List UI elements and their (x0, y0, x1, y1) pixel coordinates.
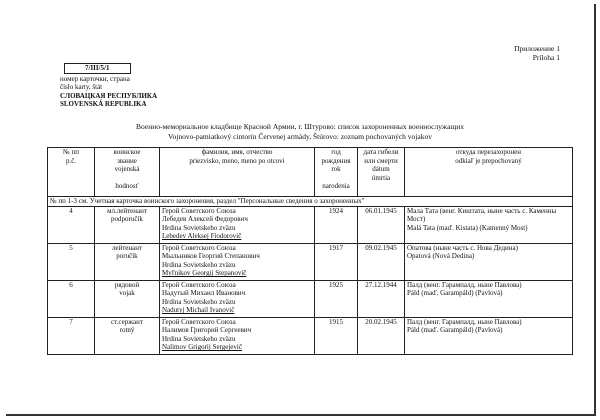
row-rank: лейтенант poručík (95, 243, 160, 280)
card-caption-sk: číslo karty, štát (60, 83, 103, 91)
row-died: 20.02.1945 (358, 317, 405, 354)
col-died: дата гибели или смерти dátum úmrtia (358, 148, 405, 197)
row-rank: ст.сержант rotný (95, 317, 160, 354)
col-rank: воинское звание vojenská hodnosť (95, 148, 160, 197)
appendix-ru: Приложение 1 (514, 44, 560, 53)
row-died: 27.12.1944 (358, 280, 405, 317)
row-name: Герой Советского Союза Лебедев Алексей Федорович Hrdina Sovietskeho zväzu Lebedev Aleksej Fiodorovič (160, 206, 315, 243)
table-row (48, 317, 573, 354)
title-sk: Vojnovo-pamiatkový cintorín Červenej armády, Štúrovo: zoznam pochovaných vojakov (168, 131, 432, 141)
table-header-row (48, 148, 573, 197)
span-note-row (48, 197, 573, 207)
col-born: год рождения rok narodenia (315, 148, 358, 197)
row-name: Герой Советского Союза Надутый Михаил Иванович Hrdina Sovietskeho zväzu Nadutyj Michail Ivanovič (160, 280, 315, 317)
appendix-label (514, 44, 560, 62)
card-number: 7/III/5/1 (64, 63, 131, 74)
row-born: 1915 (315, 317, 358, 354)
row-died: 09.02.1945 (358, 243, 405, 280)
card-caption-ru: номер карточки, страна (60, 74, 130, 83)
row-origin: Опатова (ныне часть с. Нова Дедина) Opatová (Nová Dedina) (405, 243, 573, 280)
row-name: Герой Советского Союза Налимов Григорий Сергеевич Hrdina Sovietskeho zväzu Nalimov Grigorij Sergejevič (160, 317, 315, 354)
row-rank: мл.лейтенант podporučík (95, 206, 160, 243)
row-origin: Палд (венг. Гарампалд, ныне Павлова) Páld (maď. Garampáld) (Pavlová) (405, 317, 573, 354)
country-ru: СЛОВАЦКАЯ РЕСПУБЛИКА (60, 91, 158, 100)
row-name: Герой Советского Союза Мыльников Георгий Степанович Hrdina Sovietskeho zväzu Myľnikov Georgij Stepanovič (160, 243, 315, 280)
row-rank: рядовой vojak (95, 280, 160, 317)
row-died: 06.01.1945 (358, 206, 405, 243)
row-number: 6 (48, 280, 95, 317)
row-origin: Мала Тата (венг. Киштата, ныне часть с. Каменны Мост) Malá Tata (maď. Kistata) (Kamenný Most) (405, 206, 573, 243)
row-number: 5 (48, 243, 95, 280)
appendix-sk: Príloha 1 (532, 53, 560, 62)
row-number: 4 (48, 206, 95, 243)
table-row (48, 206, 573, 243)
card-header (60, 63, 157, 109)
row-born: 1924 (315, 206, 358, 243)
table-row (48, 280, 573, 317)
span-note: № пп 1-3 см. Учетная карточка воинского захоронения, раздел "Персональные сведения о захороненных" (48, 197, 573, 207)
row-number: 7 (48, 317, 95, 354)
col-origin: откуда перезахоронен odkiaľ je prepochovaný (405, 148, 573, 197)
title-ru: Военно-мемориальное кладбище Красной Армии, г. Штурово: список захороненных военнослужащих (136, 122, 464, 131)
row-origin: Палд (венг. Гарампалд, ныне Павлова) Páld (maď. Garampáld) (Pavlová) (405, 280, 573, 317)
row-born: 1925 (315, 280, 358, 317)
col-name: фамилия, имя, отчество priezvisko, meno, meno po otcovi (160, 148, 315, 197)
burials-table (47, 147, 573, 355)
table-row (48, 243, 573, 280)
col-number: № пп p.č. (48, 148, 95, 197)
country-sk: SLOVENSKÁ REPUBLIKA (60, 100, 147, 108)
document-title (6, 122, 594, 141)
row-born: 1917 (315, 243, 358, 280)
